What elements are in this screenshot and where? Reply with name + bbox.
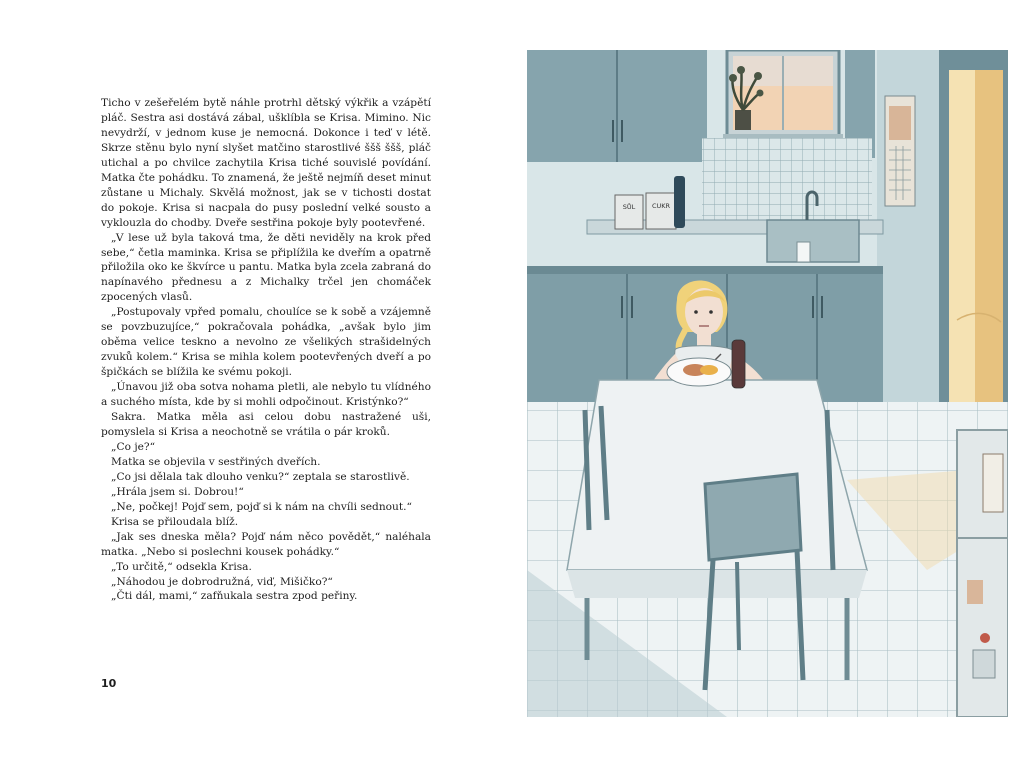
paragraph: Ticho v zešeřelém bytě náhle protrhl dětský výkřik a vzápětí pláč. Sestra asi dostává zábal, ušklíbla se Krisa. Mimino. Nic nevydrží, v jednom kuse je nemocná. Dokonce i teď v létě. Skrze stěnu bylo nyní slyšet matčino starostlivé ššš ššš, pláč utichal a po chvilce zachytila Krisa tiché souvislé povídání. Matka čte pohádku. To znamená, že ještě nejmíň deset minut zůstane u Michaly. Skvělá možnost, jak se v tichosti dostat do pokoje. Krisa si nacpala do pusy poslední velké sousto a vyklouzla do chodby. Dveře sestřina pokoje byly pootevřené. bbox=[101, 97, 431, 229]
fridge bbox=[957, 430, 1008, 717]
paragraph: „Ne, počkej! Pojď sem, pojď si k nám na chvíli sednout.“ bbox=[111, 500, 412, 513]
kitchen-illustration bbox=[527, 50, 1008, 717]
paragraph: Krisa se přiloudala blíž. bbox=[111, 515, 239, 528]
paragraph: „Hrála jsem si. Dobrou!“ bbox=[111, 485, 244, 498]
page-number: 10 bbox=[101, 677, 117, 690]
story-text bbox=[101, 96, 431, 604]
paragraph: „Jak ses dneska měla? Pojď nám něco povědět,“ naléhala matka. „Nebo si poslechni kousek pohádky.“ bbox=[101, 530, 431, 558]
paragraph: „Čti dál, mami,“ zafňukala sestra zpod peřiny. bbox=[111, 590, 358, 603]
paragraph: „To určitě,“ odsekla Krisa. bbox=[111, 560, 252, 573]
paragraph: „Postupovaly vpřed pomalu, choulíce se k sobě a vzájemně se povzbuzujíce,“ pokračovala pohádka, „avšak bylo jim oběma velice teskno a nevolno ze všelikých strašidelných zvuků kolem.“ Krisa se mihla kolem pootevřených dveří a po špičkách se blížila ke svému pokoji. bbox=[101, 306, 431, 379]
jar-label-sugar: CUKR bbox=[651, 202, 671, 210]
paragraph: „Náhodou je dobrodružná, viď, Mišičko?“ bbox=[111, 575, 333, 588]
kitchen-scene bbox=[527, 50, 1008, 717]
paragraph: „Co jsi dělala tak dlouho venku?“ zeptala se starostlivě. bbox=[111, 470, 410, 483]
paragraph: „Co je?“ bbox=[111, 440, 155, 453]
jar-label-salt: SŮL bbox=[622, 203, 636, 211]
paragraph: Matka se objevila v sestřiných dveřích. bbox=[111, 455, 321, 468]
backsplash bbox=[702, 138, 872, 228]
paragraph: „V lese už byla taková tma, že děti neviděly na krok před sebe,“ četla maminka. Krisa se připlížila ke dveřím a opatrně přiložila oko ke škvírce u pantu. Matka byla zcela zabraná do napínavého přednesu a z Michalky trčel jen chomáček zpocených vlasů. bbox=[101, 231, 431, 304]
paragraph: „Únavou již oba sotva nohama pletli, ale nebylo tu vlídného a suchého místa, kde by si mohli odpočinout. Kristýnko?“ bbox=[101, 381, 431, 409]
paragraph: Sakra. Matka měla asi celou dobu nastražené uši, pomyslela si Krisa a neochotně se vrátila o pár kroků. bbox=[101, 411, 431, 438]
